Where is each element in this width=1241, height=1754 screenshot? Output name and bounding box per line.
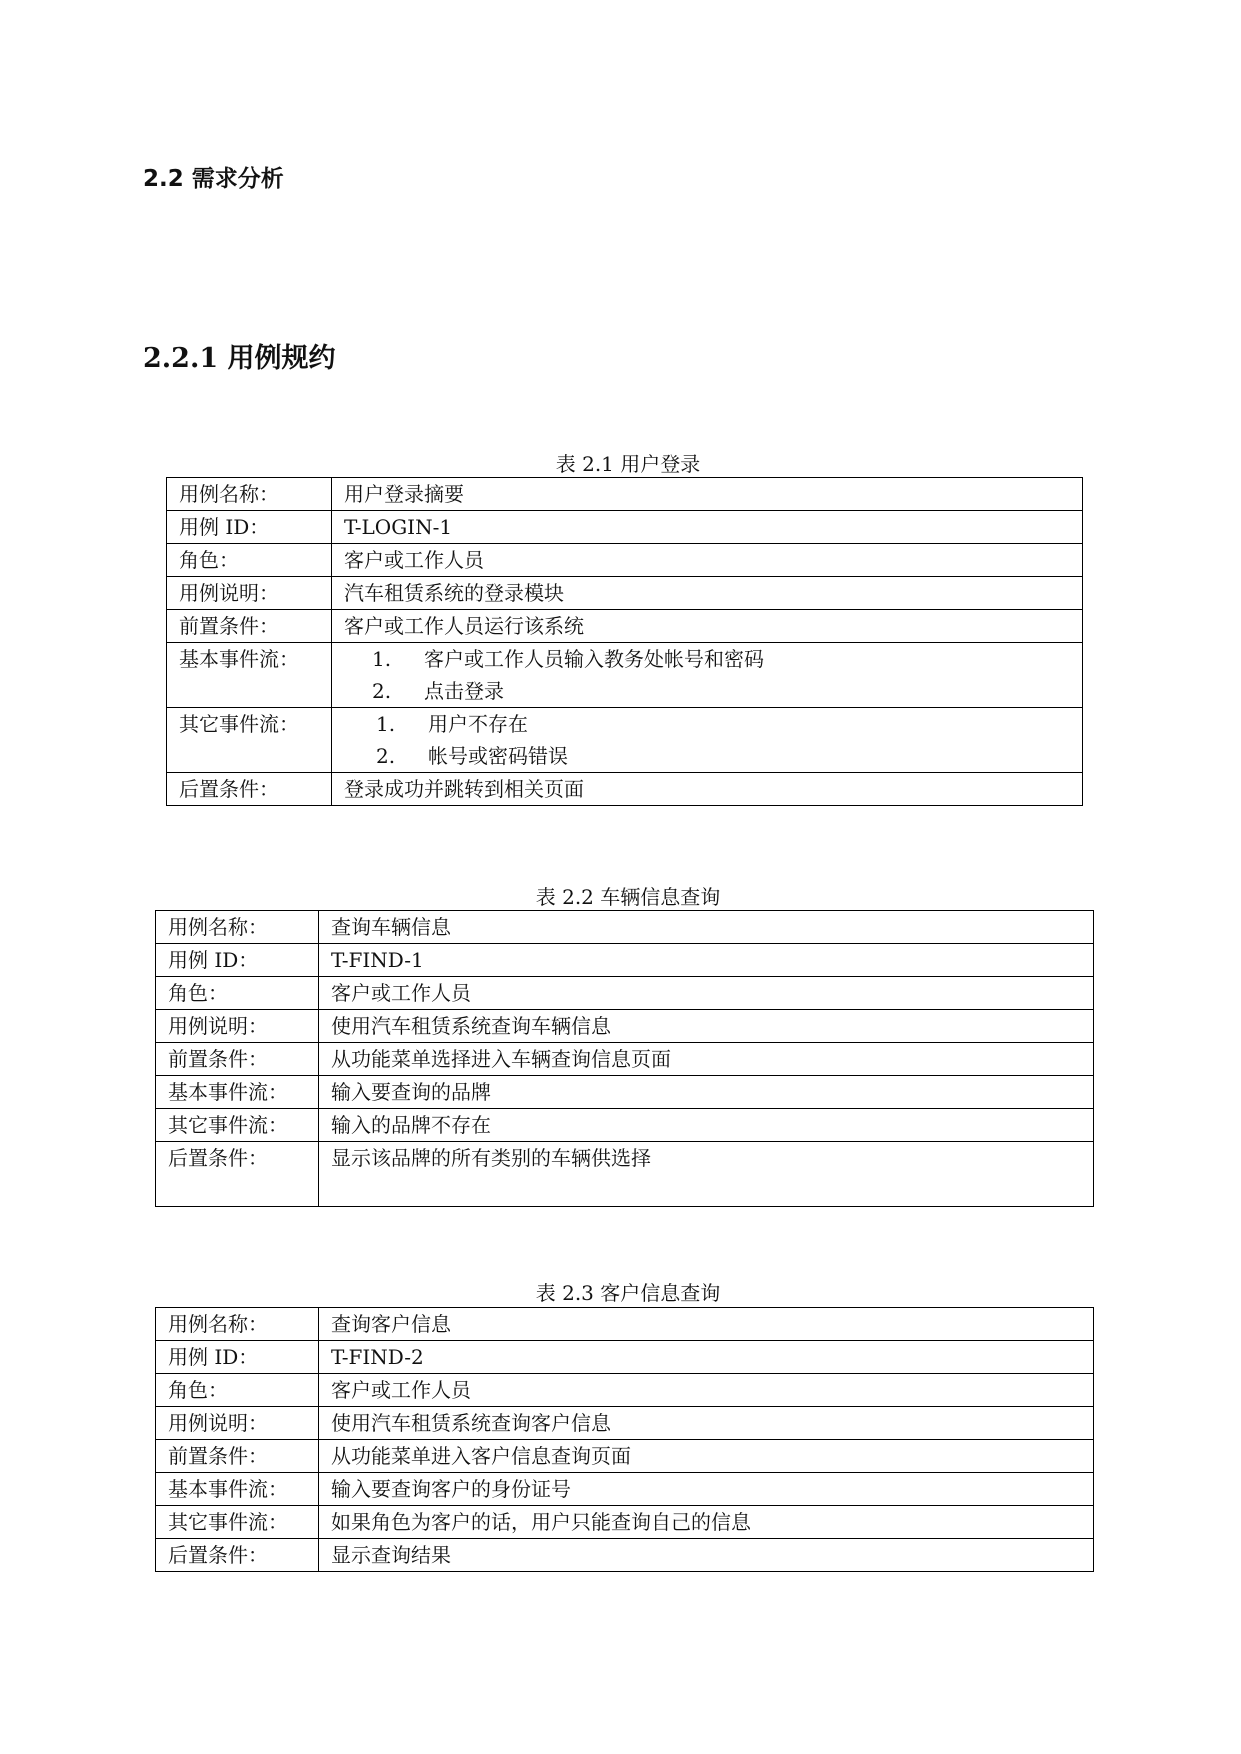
step-item bbox=[372, 643, 1070, 675]
row-steps bbox=[332, 643, 1083, 708]
row-label: 前置条件： bbox=[156, 1440, 319, 1473]
step-text: 客户或工作人员输入教务处帐号和密码 bbox=[424, 647, 764, 671]
row-label: 后置条件： bbox=[156, 1539, 319, 1572]
row-label: 用例说明： bbox=[156, 1010, 319, 1043]
step-item bbox=[376, 740, 1070, 772]
table-row bbox=[156, 1407, 1094, 1440]
table-row bbox=[167, 478, 1083, 511]
table-row bbox=[167, 577, 1083, 610]
row-label: 后置条件： bbox=[156, 1142, 319, 1207]
table1-user-login bbox=[166, 477, 1083, 806]
row-value: 显示查询结果 bbox=[319, 1539, 1094, 1572]
step-number: 1. bbox=[376, 712, 396, 736]
step-number: 2. bbox=[376, 744, 396, 768]
table1-body bbox=[167, 478, 1083, 806]
row-label: 后置条件： bbox=[167, 773, 332, 806]
row-label: 用例 ID： bbox=[167, 511, 332, 544]
row-label: 基本事件流： bbox=[167, 643, 332, 708]
row-label: 角色： bbox=[167, 544, 332, 577]
row-value: 输入要查询客户的身份证号 bbox=[319, 1473, 1094, 1506]
row-value: 显示该品牌的所有类别的车辆供选择 bbox=[319, 1142, 1094, 1207]
row-value: 客户或工作人员 bbox=[332, 544, 1083, 577]
table-row bbox=[156, 1440, 1094, 1473]
row-value: 从功能菜单进入客户信息查询页面 bbox=[319, 1440, 1094, 1473]
row-label: 用例说明： bbox=[167, 577, 332, 610]
table-row bbox=[167, 708, 1083, 773]
table3-customer-query bbox=[155, 1307, 1094, 1572]
step-item bbox=[372, 675, 1070, 707]
table-row bbox=[156, 1142, 1094, 1207]
row-value: 从功能菜单选择进入车辆查询信息页面 bbox=[319, 1043, 1094, 1076]
table-row bbox=[156, 1539, 1094, 1572]
row-value: 查询车辆信息 bbox=[319, 911, 1094, 944]
row-value: T-LOGIN-1 bbox=[332, 511, 1083, 544]
table-row bbox=[156, 1076, 1094, 1109]
row-value: 客户或工作人员运行该系统 bbox=[332, 610, 1083, 643]
row-value: 如果角色为客户的话，用户只能查询自己的信息 bbox=[319, 1506, 1094, 1539]
row-value: 使用汽车租赁系统查询车辆信息 bbox=[319, 1010, 1094, 1043]
step-text: 点击登录 bbox=[424, 679, 504, 703]
table3-caption: 表 2.3 客户信息查询 bbox=[535, 1281, 721, 1305]
row-value: T-FIND-2 bbox=[319, 1341, 1094, 1374]
row-value: 汽车租赁系统的登录模块 bbox=[332, 577, 1083, 610]
table-row bbox=[156, 944, 1094, 977]
row-label: 用例名称： bbox=[167, 478, 332, 511]
row-value: T-FIND-1 bbox=[319, 944, 1094, 977]
table2-vehicle-query bbox=[155, 910, 1094, 1207]
row-steps bbox=[332, 708, 1083, 773]
table-row bbox=[156, 1506, 1094, 1539]
table-row bbox=[167, 610, 1083, 643]
table-row bbox=[156, 1308, 1094, 1341]
row-label: 前置条件： bbox=[167, 610, 332, 643]
table-row bbox=[156, 1473, 1094, 1506]
table2-body bbox=[156, 911, 1094, 1207]
row-label: 用例 ID： bbox=[156, 1341, 319, 1374]
subsection-heading: 2.2.1 用例规约 bbox=[143, 343, 336, 374]
table-row bbox=[167, 773, 1083, 806]
table-row bbox=[156, 911, 1094, 944]
row-label: 其它事件流： bbox=[156, 1506, 319, 1539]
row-label: 角色： bbox=[156, 1374, 319, 1407]
table-row bbox=[167, 511, 1083, 544]
row-label: 用例名称： bbox=[156, 911, 319, 944]
table-row bbox=[156, 1109, 1094, 1142]
table-row bbox=[156, 977, 1094, 1010]
row-label: 前置条件： bbox=[156, 1043, 319, 1076]
table-row bbox=[156, 1010, 1094, 1043]
table-row bbox=[167, 643, 1083, 708]
table-row bbox=[167, 544, 1083, 577]
row-label: 用例名称： bbox=[156, 1308, 319, 1341]
row-value: 用户登录摘要 bbox=[332, 478, 1083, 511]
table1-caption: 表 2.1 用户登录 bbox=[555, 452, 701, 476]
table-row bbox=[156, 1043, 1094, 1076]
row-value: 输入要查询的品牌 bbox=[319, 1076, 1094, 1109]
step-number: 2. bbox=[372, 679, 392, 703]
step-item bbox=[376, 708, 1070, 740]
row-value: 查询客户信息 bbox=[319, 1308, 1094, 1341]
row-label: 角色： bbox=[156, 977, 319, 1010]
section-heading: 2.2 需求分析 bbox=[143, 166, 284, 192]
row-value: 客户或工作人员 bbox=[319, 1374, 1094, 1407]
row-label: 其它事件流： bbox=[156, 1109, 319, 1142]
row-value: 使用汽车租赁系统查询客户信息 bbox=[319, 1407, 1094, 1440]
row-label: 基本事件流： bbox=[156, 1473, 319, 1506]
row-label: 用例说明： bbox=[156, 1407, 319, 1440]
step-text: 用户不存在 bbox=[428, 712, 528, 736]
step-number: 1. bbox=[372, 647, 392, 671]
table-row bbox=[156, 1374, 1094, 1407]
row-value: 客户或工作人员 bbox=[319, 977, 1094, 1010]
table-row bbox=[156, 1341, 1094, 1374]
row-label: 用例 ID： bbox=[156, 944, 319, 977]
table2-caption: 表 2.2 车辆信息查询 bbox=[535, 885, 721, 909]
row-value: 输入的品牌不存在 bbox=[319, 1109, 1094, 1142]
row-value: 登录成功并跳转到相关页面 bbox=[332, 773, 1083, 806]
step-text: 帐号或密码错误 bbox=[428, 744, 568, 768]
row-label: 其它事件流： bbox=[167, 708, 332, 773]
row-label: 基本事件流： bbox=[156, 1076, 319, 1109]
table3-body bbox=[156, 1308, 1094, 1572]
